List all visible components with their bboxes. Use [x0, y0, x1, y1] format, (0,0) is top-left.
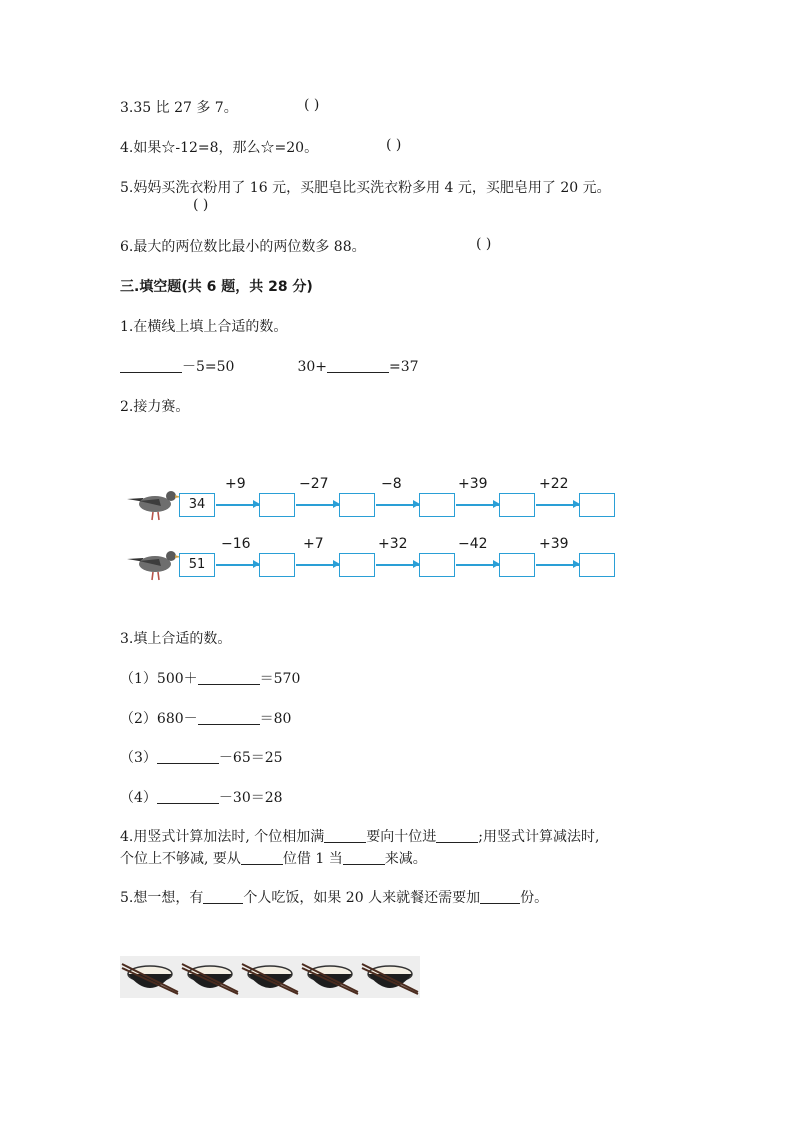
fill-question-2: 2.接力赛。	[120, 399, 190, 415]
equation-row: －5=50 30+ =37	[120, 356, 419, 376]
start-value-box: 34	[179, 493, 215, 517]
question-6: 6.最大的两位数比最小的两位数多 88。	[120, 239, 366, 255]
answer-blank[interactable]	[436, 828, 478, 843]
operation-label: +39	[458, 476, 488, 492]
answer-blank[interactable]	[343, 850, 385, 865]
answer-blank[interactable]	[324, 828, 366, 843]
question-3: 3.35 比 27 多 7。	[120, 100, 238, 116]
answer-box[interactable]	[579, 553, 615, 577]
arrow	[296, 564, 339, 566]
arrow	[296, 504, 339, 506]
answer-paren[interactable]: ( )	[476, 236, 492, 252]
arrow	[536, 564, 579, 566]
answer-box[interactable]	[339, 553, 375, 577]
answer-box[interactable]	[419, 553, 455, 577]
answer-box[interactable]	[259, 553, 295, 577]
answer-paren[interactable]: ( )	[193, 197, 209, 213]
answer-blank[interactable]	[327, 358, 389, 373]
bowl-icon	[362, 964, 418, 994]
answer-box[interactable]	[579, 493, 615, 517]
answer-paren[interactable]: ( )	[304, 97, 320, 113]
fill-question-3: 3.填上合适的数。	[120, 631, 232, 647]
fill-question-4-line-2: 个位上不够减, 要从 位借 1 当 来减。	[120, 851, 427, 867]
operation-label: −16	[221, 536, 251, 552]
operation-label: +22	[539, 476, 569, 492]
answer-blank[interactable]	[241, 850, 283, 865]
bowl-icon	[302, 964, 358, 994]
answer-blank[interactable]	[198, 710, 260, 725]
sub-question-2: （2）680－ ＝80	[120, 711, 292, 727]
bowl-icon	[242, 964, 298, 994]
question-4: 4.如果☆-12=8，那么☆=20。	[120, 140, 319, 156]
answer-box[interactable]	[499, 553, 535, 577]
answer-blank[interactable]	[157, 789, 219, 804]
fill-question-4: 4.用竖式计算加法时, 个位相加满 要向十位进 ;用竖式计算减法时,	[120, 829, 600, 845]
question-5: 5.妈妈买洗衣粉用了 16 元，买肥皂比买洗衣粉多用 4 元，买肥皂用了 20 元。	[120, 180, 611, 196]
sub-question-1: （1）500＋ ＝570	[120, 671, 301, 687]
bowls-image	[120, 956, 420, 998]
answer-box[interactable]	[419, 493, 455, 517]
bowl-icon	[122, 964, 178, 994]
operation-label: +39	[539, 536, 569, 552]
operation-label: −8	[381, 476, 402, 492]
sub-question-4: （4） －30＝28	[120, 790, 283, 806]
operation-label: −42	[458, 536, 488, 552]
sub-question-3: （3） －65＝25	[120, 750, 283, 766]
arrow	[456, 564, 499, 566]
pigeon-icon	[125, 544, 181, 584]
operation-label: −27	[299, 476, 329, 492]
relay-chain-1	[125, 476, 625, 524]
answer-box[interactable]	[259, 493, 295, 517]
fill-question-5: 5.想一想，有 个人吃饭，如果 20 人来就餐还需要加 份。	[120, 890, 549, 906]
arrow	[536, 504, 579, 506]
operation-label: +9	[225, 476, 246, 492]
operation-label: +32	[378, 536, 408, 552]
answer-blank[interactable]	[198, 670, 260, 685]
section-heading: 三.填空题(共 6 题，共 28 分)	[120, 279, 313, 295]
answer-box[interactable]	[499, 493, 535, 517]
answer-blank[interactable]	[480, 889, 520, 904]
arrow	[376, 564, 419, 566]
relay-chain-2	[125, 536, 625, 584]
answer-blank[interactable]	[120, 358, 182, 373]
arrow	[456, 504, 499, 506]
operation-label: +7	[303, 536, 324, 552]
answer-paren[interactable]: ( )	[386, 137, 402, 153]
answer-blank[interactable]	[203, 889, 243, 904]
start-value-box: 51	[179, 553, 215, 577]
fill-question-1: 1.在横线上填上合适的数。	[120, 319, 288, 335]
arrow	[216, 504, 259, 506]
answer-box[interactable]	[339, 493, 375, 517]
arrow	[216, 564, 259, 566]
arrow	[376, 504, 419, 506]
bowl-icon	[182, 964, 238, 994]
pigeon-icon	[125, 484, 181, 524]
answer-blank[interactable]	[157, 749, 219, 764]
